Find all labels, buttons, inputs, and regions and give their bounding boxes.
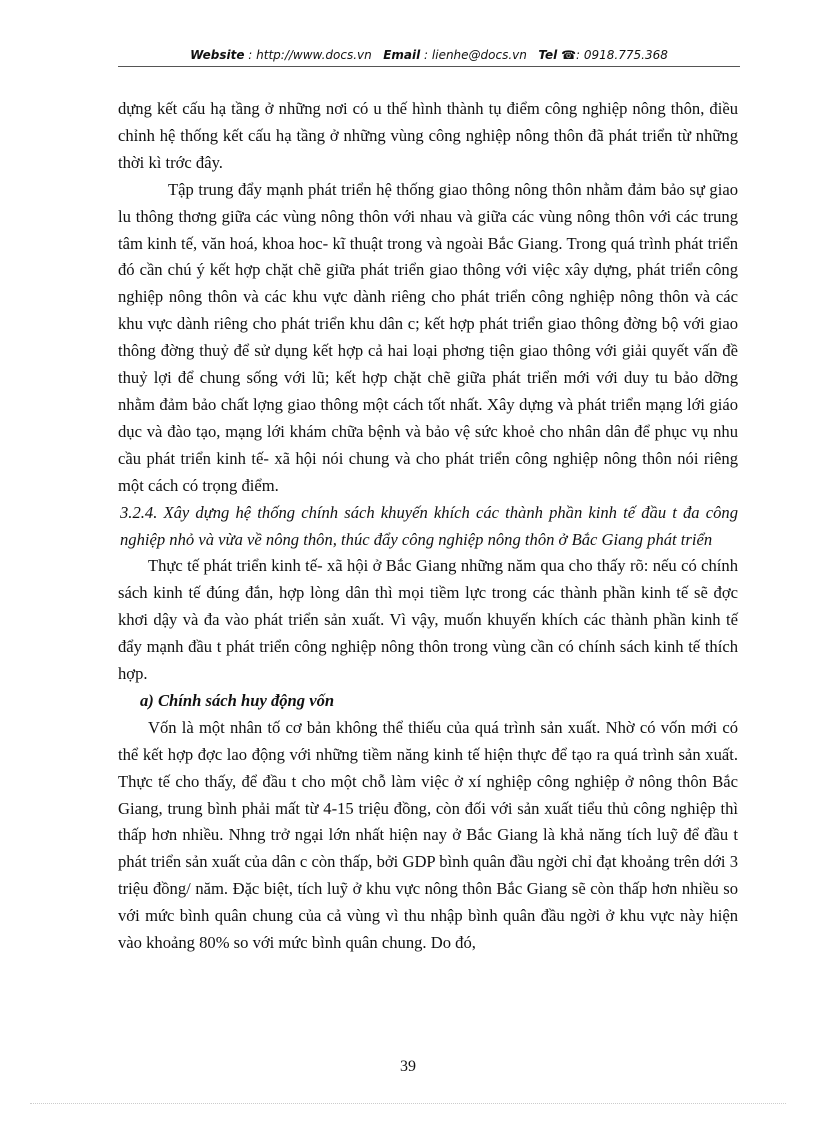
paragraph-continuation: dựng kết cấu hạ tầng ở những nơi có u thế hình thành tụ điểm công nghiệp nông thôn, điều chỉnh hệ thống kết cấu hạ tầng ở những vùng công nghiệp nông thôn đã phát triển từ những thời kì trớc đây.: [118, 99, 738, 172]
email-address: : lienhe@docs.vn: [424, 48, 527, 62]
document-body: [118, 96, 738, 957]
paragraph-capital: Vốn là một nhân tố cơ bản không thể thiếu của quá trình sản xuất. Nhờ có vốn mới có thể kết hợp đợc lao động với những tiềm năng kinh tế hiện thực để tạo ra quá trình sản xuất. Thực tế cho thấy, để đầu t cho một chỗ làm việc ở xí nghiệp công nghiệp ở nông thôn Bắc Giang, trung bình phải mất từ 4-15 triệu đồng, còn đối với sản xuất tiểu thủ công nghiệp thì thấp hơn nhiều. Nhng trở ngại lớn nhất hiện nay ở Bắc Giang là khả năng tích luỹ để đầu t phát triển sản xuất của dân c còn thấp, bởi GDP bình quân đầu ngời chỉ đạt khoảng trên dới 3 triệu đồng/ năm. Đặc biệt, tích luỹ ở khu vực nông thôn Bắc Giang sẽ còn thấp hơn nhiều so với mức bình quân chung của cả vùng vì thu nhập bình quân đầu ngời ở khu vực này hiện vào khoảng 80% so với mức bình quân chung. Do đó,: [118, 717, 738, 953]
website-url: : http://www.docs.vn: [248, 48, 372, 62]
paragraph-transport: Tập trung đẩy mạnh phát triển hệ thống giao thông nông thôn nhằm đảm bảo sự giao lu thông thơng giữa các vùng nông thôn với nhau và giữa các vùng nông thôn với các trung tâm kinh tế, văn hoá, khoa hoc- kĩ thuật trong và ngoài Bắc Giang. Trong quá trình phát triển đó cần chú ý kết hợp chặt chẽ giữa phát triển giao thông với việc xây dựng, phát triển công nghiệp nông thôn và các khu vực dành riêng cho phát triển công nghiệp nông thôn và các khu vực dành riêng cho phát triển khu dân c; kết hợp phát triển giao thông đờng bộ với giao thông đờng thuỷ để sử dụng kết hợp cả hai loại phơng tiện giao thông với giải quyết vấn đề thuỷ lợi để chung sống với lũ; kết hợp chặt chẽ giữa phát triển mới với duy tu bảo dỡng nhằm đảm bảo chất lợng giao thông một cách tốt nhất. Xây dựng và phát triển mạng lới giáo dục và đào tạo, mạng lới khám chữa bệnh và bảo vệ sức khoẻ cho nhân dân để phục vụ nhu cầu phát triển kinh tế- xã hội nói chung và cho phát triển công nghiệp nông thôn nói riêng một cách có trọng điểm.: [118, 179, 738, 495]
section-heading-a: a) Chính sách huy động vốn: [140, 690, 335, 710]
phone-icon: ☎: [561, 48, 577, 62]
paragraph-policy: Thực tế phát triển kinh tế- xã hội ở Bắc Giang những năm qua cho thấy rõ: nếu có chính sách kinh tế đúng đắn, hợp lòng dân thì mọi tiềm lực trong các thành phần kinh tế sẽ đợc khơi dậy và đa vào phát triển sản xuất. Vì vậy, muốn khuyến khích các thành phần kinh tế đẩy mạnh đầu t phát triển công nghiệp nông thôn trong vùng cần có chính sách kinh tế thích hợp.: [118, 556, 738, 684]
email-label: Email: [383, 48, 421, 62]
page-header: [118, 48, 740, 67]
tel-label: Tel: [538, 48, 558, 62]
website-label: Website: [190, 48, 245, 62]
footer-divider: [30, 1103, 786, 1104]
page-number: 39: [400, 1058, 416, 1075]
tel-number: : 0918.775.368: [576, 48, 668, 62]
section-heading-3-2-4: 3.2.4. Xây dựng hệ thống chính sách khuyến khích các thành phần kinh tế đầu t đa công nghiệp nhỏ và vừa về nông thôn, thúc đẩy công nghiệp nông thôn ở Bắc Giang phát triển: [120, 502, 738, 549]
